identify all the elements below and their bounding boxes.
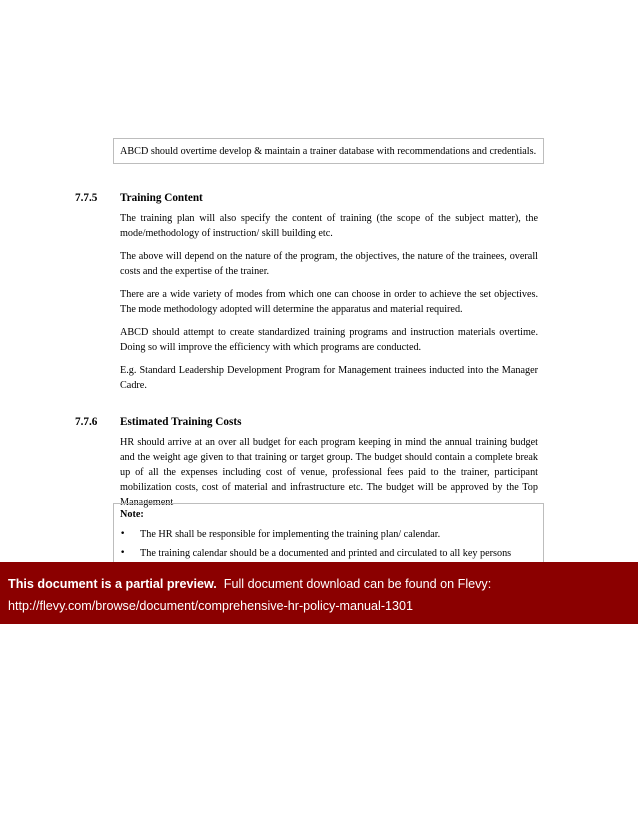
section-number-775: 7.7.5 [75,192,98,204]
paragraph: There are a wide variety of modes from which one can choose in order to achieve the set objectives. The mode methodology adopted will determine the apparatus and material required. [120,289,538,315]
note-item-text: The HR shall be responsible for implementing the training plan/ calendar. [140,529,441,540]
preview-notice-bold: This document is a partial preview. [8,577,217,591]
preview-notice-rest: Full document download can be found on Flevy: [223,577,492,591]
paragraph: The training plan will also specify the content of training (the scope of the subject matter), the mode/methodology of instruction/ skill building etc. [120,213,538,239]
trainer-database-text: ABCD should overtime develop & maintain a trainer database with recommendations and credentials. [120,146,537,157]
paragraph: The above will depend on the nature of the program, the objectives, the nature of the trainees, overall costs and the expertise of the trainer. [120,251,538,277]
preview-notice [8,577,491,591]
trainer-database-box [113,138,544,164]
section-title-training-content: Training Content [120,192,203,204]
section-number-776: 7.7.6 [75,416,98,428]
budget-paragraph: HR should arrive at an over all budget for each program keeping in mind the annual training budget and the weight age given to that training or target group. The budget should contain a complete break up of all the expenses including cost of venue, professional fees paid to the trainer, participant mobilization costs, cost of material and infrastructure etc. The budget will be approved by the Top Management [120,437,538,508]
download-link[interactable]: http://flevy.com/browse/document/comprehensive-hr-policy-manual-1301 [8,599,414,613]
note-item-text: The training calendar should be a documented and printed and circulated to all key persons [140,548,512,559]
section-title-estimated-training-costs: Estimated Training Costs [120,416,242,428]
bullet-icon: • [120,548,126,558]
preview-banner [0,562,638,624]
paragraph: ABCD should attempt to create standardized training programs and instruction materials overtime. Doing so will improve the efficiency with which programs are conducted. [120,327,538,353]
paragraph: E.g. Standard Leadership Development Program for Management trainees inducted into the Manager Cadre. [120,365,538,391]
note-label: Note: [120,509,144,520]
bullet-icon: • [120,529,126,539]
